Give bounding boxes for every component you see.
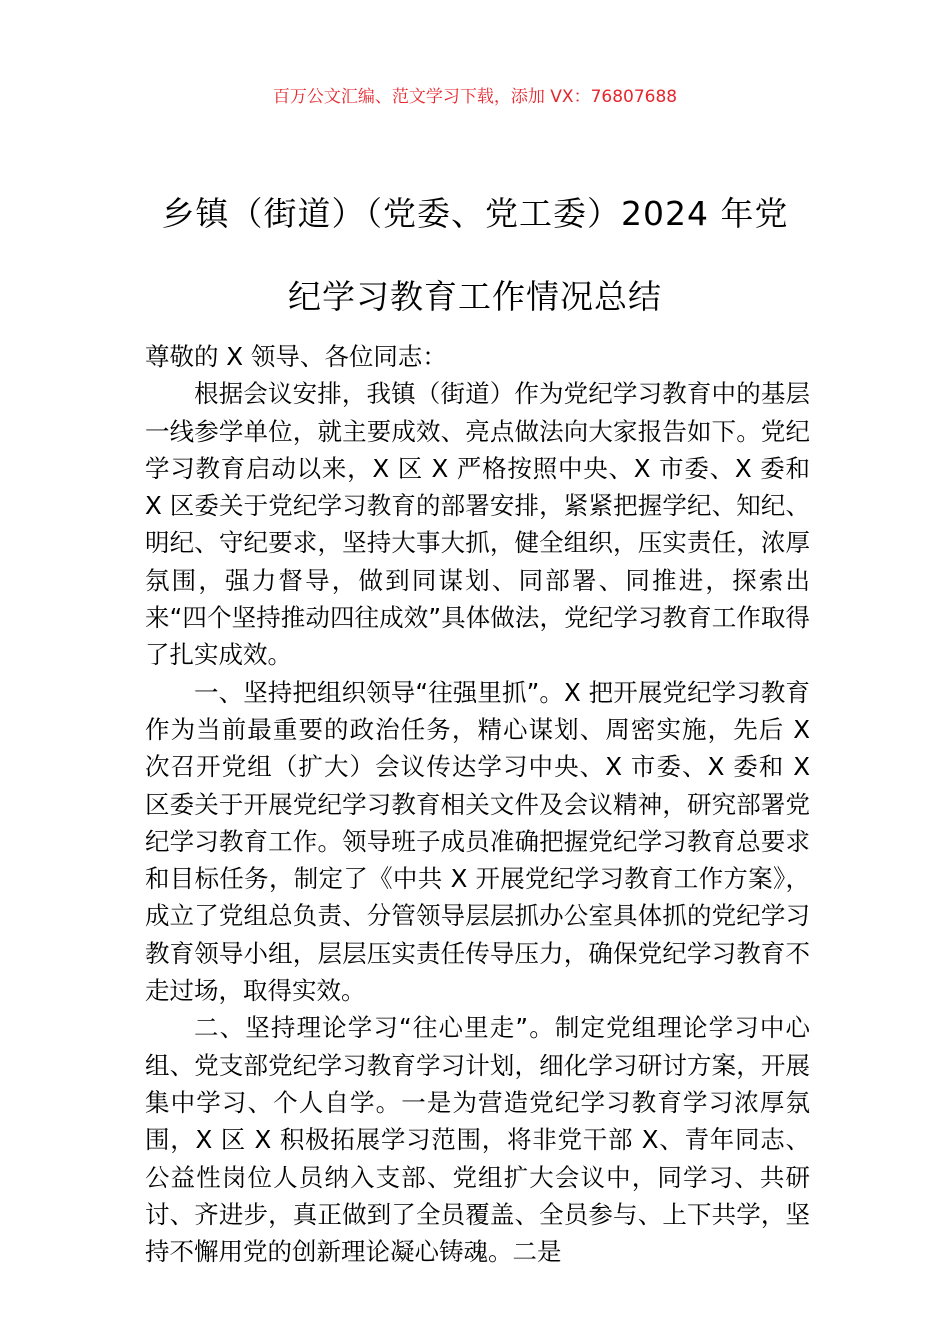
paragraph-intro: 根据会议安排，我镇（街道）作为党纪学习教育中的基层一线参学单位，就主要成效、亮点做法向大家报告如下。党纪学习教育启动以来，X 区 X 严格按照中央、X 市委、X 委和 X 区委关于党纪学习教育的部署安排，紧紧把握学纪、知纪、明纪、守纪要求，坚持大事大抓，健全组织，压实责任，浓厚氛围，强力督导，做到同谋划、同部署、同推进，探索出来“四个坚持推动四往成效”具体做法，党纪学习教育工作取得了扎实成效。 — [145, 379, 810, 670]
paragraph-section-2: 二、坚持理论学习“往心里走”。制定党组理论学习中心组、党支部党纪学习教育学习计划，细化学习研讨方案，开展集中学习、个人自学。一是为营造党纪学习教育学习浓厚氛围，X 区 X 积极拓展学习范围，将非党干部 X、青年同志、公益性岗位人员纳入支部、党组扩大会议中，同学习、共研讨、齐进步，真正做到了全员覆盖、全员参与、上下共学，坚持不懈用党的创新理论凝心铸魂。二是 — [145, 1013, 810, 1267]
title-line-1: 乡镇（街道）（党委、党工委）2024 年党 — [161, 194, 789, 233]
document-title — [110, 172, 840, 338]
salutation: 尊敬的 X 领导、各位同志： — [145, 342, 447, 371]
document-body — [145, 338, 810, 1270]
watermark-header: 百万公文汇编、范文学习下载，添加 VX：76807688 — [272, 87, 678, 107]
title-line-2: 纪学习教育工作情况总结 — [288, 277, 662, 316]
paragraph-section-1: 一、坚持把组织领导“往强里抓”。X 把开展党纪学习教育作为当前最重要的政治任务，精心谋划、周密实施，先后 X 次召开党组（扩大）会议传达学习中央、X 市委、X 委和 X 区委关于开展党纪学习教育相关文件及会议精神，研究部署党纪学习教育工作。领导班子成员准确把握党纪学习教育总要求和目标任务，制定了《中共 X 开展党纪学习教育工作方案》，成立了党组总负责、分管领导层层抓办公室具体抓的党纪学习教育领导小组，层层压实责任传导压力，确保党纪学习教育不走过场，取得实效。 — [145, 677, 810, 1006]
